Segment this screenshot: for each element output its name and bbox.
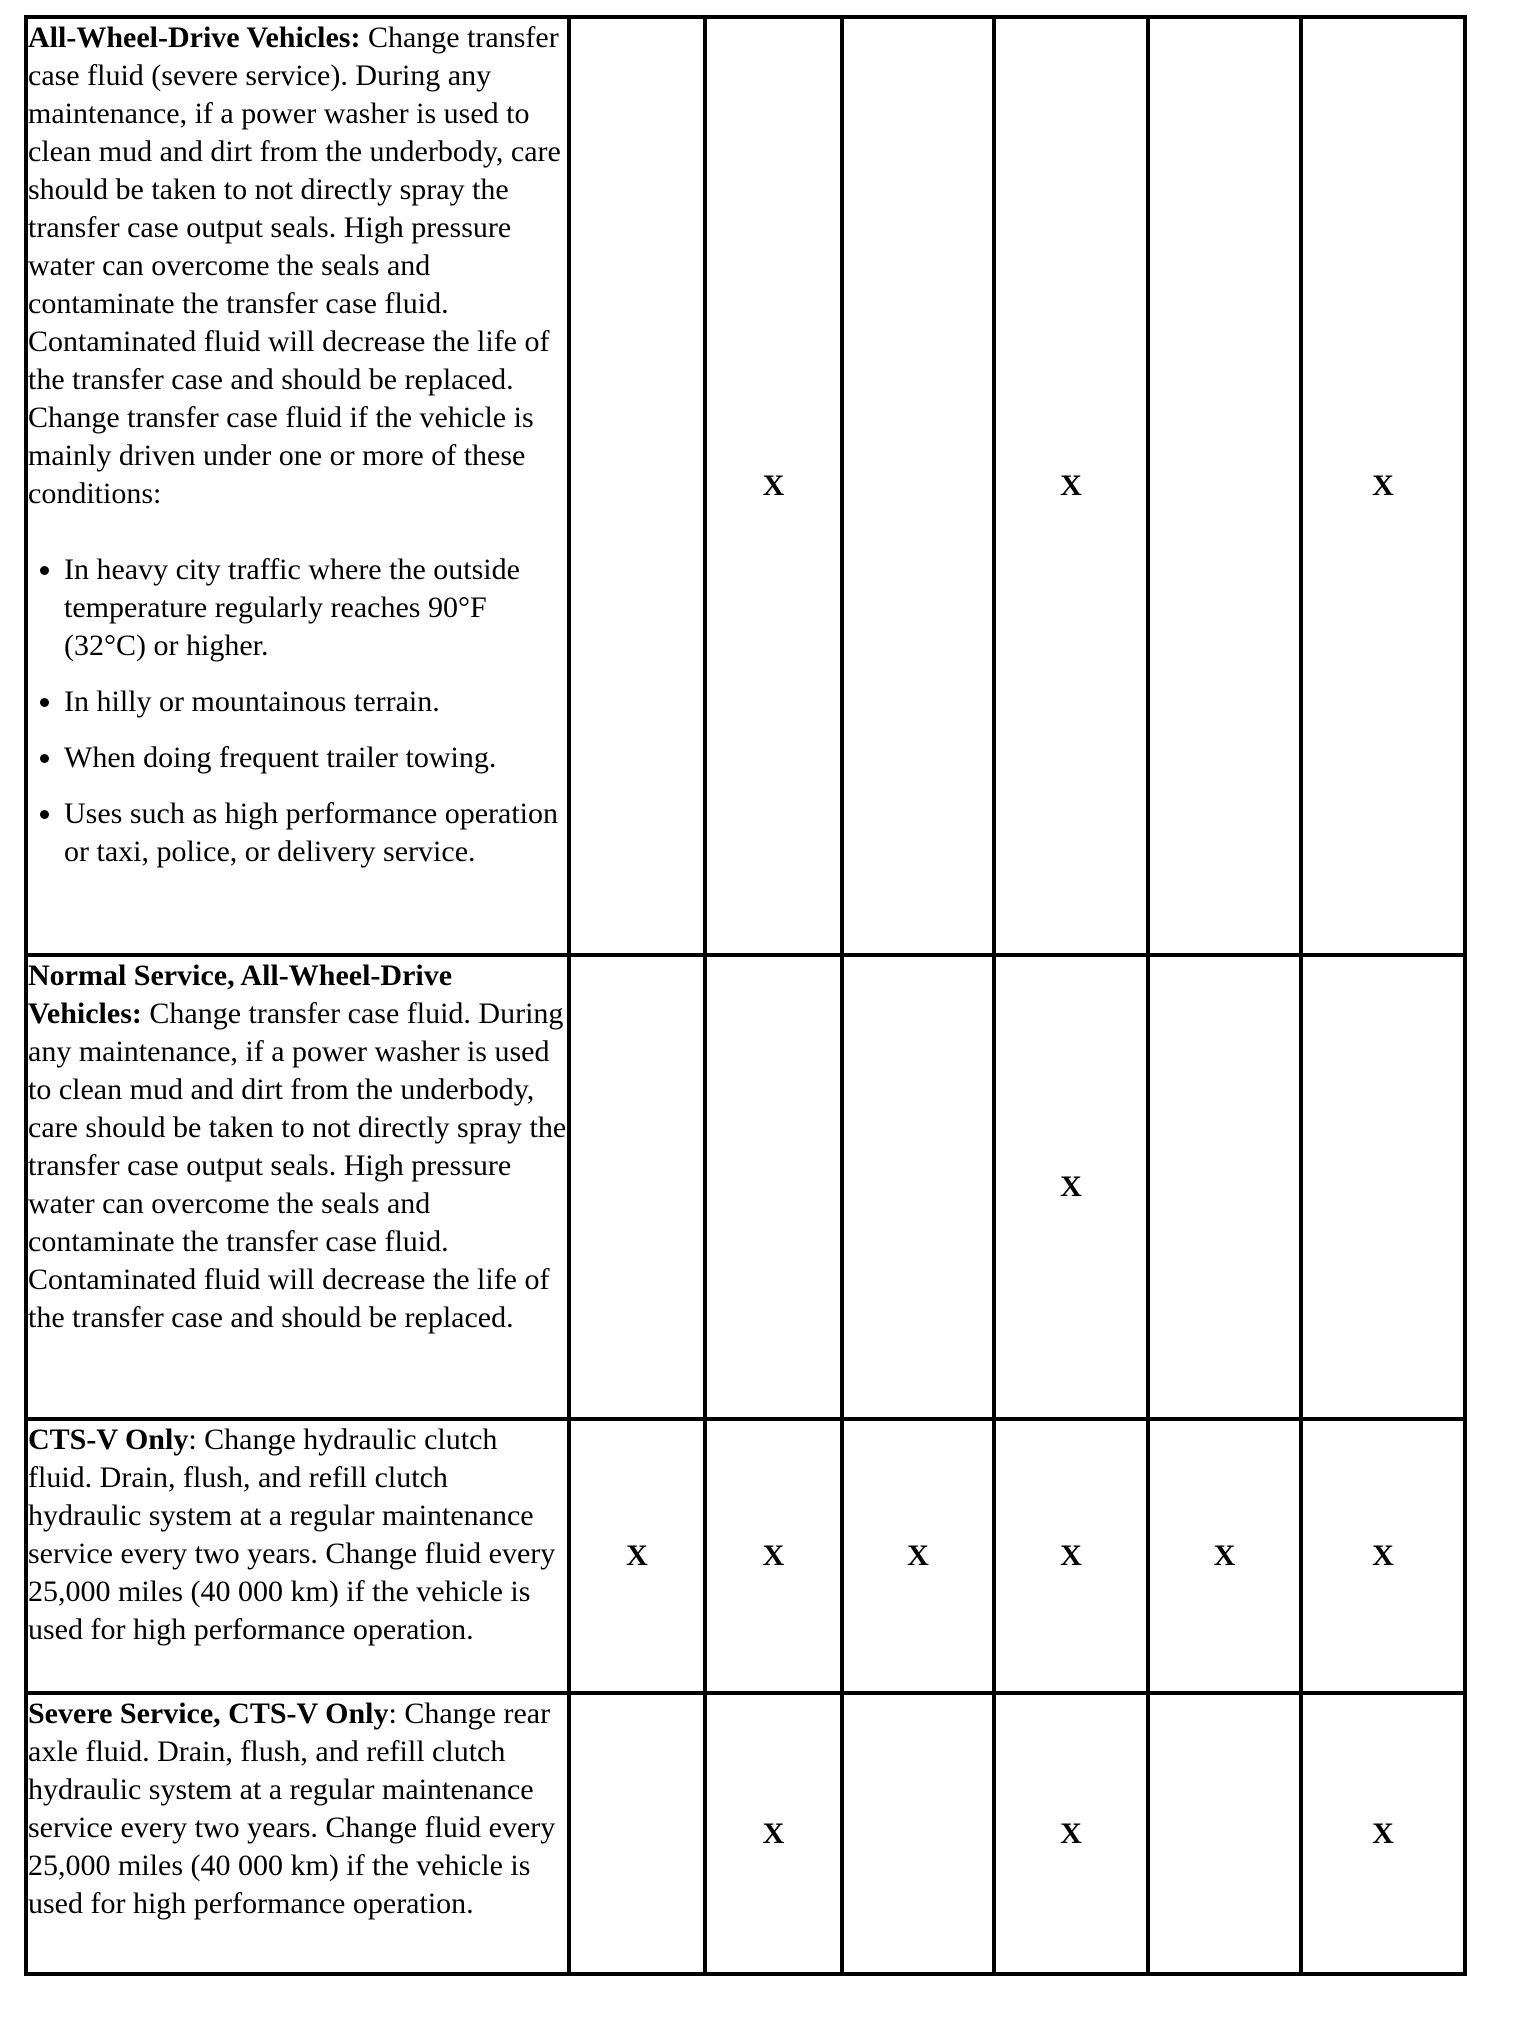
interval-mark: X [994, 17, 1148, 955]
interval-mark [1148, 955, 1301, 1419]
service-text: Change transfer case fluid. During any maintenance, if a power washer is used to clean mud and dirt from the underbody, care should be taken to not directly spray the transfer case output seals. High pressure water can overcome the seals and contaminate the transfer case fluid. Contaminated fluid will decrease the life of the transfer case and should be replaced. [28, 997, 567, 1334]
interval-mark [705, 955, 842, 1419]
service-lead: CTS-V Only [28, 1423, 189, 1456]
service-lead: Normal Service, All-Wheel-Drive Vehicles: [28, 959, 453, 1030]
interval-mark [1148, 1693, 1301, 1974]
interval-mark [569, 955, 705, 1419]
table-row [26, 1693, 1465, 1974]
interval-mark [842, 955, 994, 1419]
interval-mark [842, 17, 994, 955]
interval-mark: X [705, 1693, 842, 1974]
service-text: : Change hydraulic clutch fluid. Drain, flush, and refill clutch hydraulic system at a regular maintenance service every two years. Change fluid every 25,000 miles (40 000 km) if the vehicle is used for high performance operation. [28, 1423, 556, 1646]
interval-mark: X [994, 955, 1148, 1419]
table-row [26, 17, 1465, 955]
interval-mark: X [569, 1419, 705, 1693]
interval-mark: X [994, 1693, 1148, 1974]
service-text: Change transfer case fluid (severe service). During any maintenance, if a power washer is used to clean mud and dirt from the underbody, care should be taken to not directly spray the transfer case output seals. High pressure water can overcome the seals and contaminate the transfer case fluid. Contaminated fluid will decrease the life of the transfer case and should be replaced. Change transfer case fluid if the vehicle is mainly driven under one or more of these conditions: [28, 21, 561, 510]
condition-list [28, 551, 567, 871]
service-description [26, 1419, 569, 1693]
table-row [26, 955, 1465, 1419]
table-row [26, 1419, 1465, 1693]
interval-mark: X [842, 1419, 994, 1693]
list-item: • When doing frequent trailer towing. [64, 739, 567, 777]
maintenance-schedule-table [24, 15, 1467, 1976]
service-text: : Change rear axle fluid. Drain, flush, and refill clutch hydraulic system at a regular maintenance service every two years. Change fluid every 25,000 miles (40 000 km) if the vehicle is used for high performance operation. [28, 1697, 556, 1920]
interval-mark: X [1301, 1419, 1465, 1693]
interval-mark [1301, 955, 1465, 1419]
list-item: • In hilly or mountainous terrain. [64, 683, 567, 721]
interval-mark: X [705, 1419, 842, 1693]
interval-mark [842, 1693, 994, 1974]
interval-mark: X [994, 1419, 1148, 1693]
list-item: • Uses such as high performance operation or taxi, police, or delivery service. [64, 795, 567, 871]
interval-mark: X [1301, 1693, 1465, 1974]
interval-mark: X [1301, 17, 1465, 955]
list-item: • In heavy city traffic where the outside temperature regularly reaches 90°F (32°C) or higher. [64, 551, 567, 665]
service-lead: Severe Service, CTS-V Only [28, 1697, 389, 1730]
interval-mark [569, 17, 705, 955]
interval-mark: X [705, 17, 842, 955]
interval-mark [569, 1693, 705, 1974]
interval-mark [1148, 17, 1301, 955]
service-description [26, 17, 569, 955]
service-lead: All-Wheel-Drive Vehicles: [28, 21, 361, 54]
service-description [26, 1693, 569, 1974]
service-description [26, 955, 569, 1419]
interval-mark: X [1148, 1419, 1301, 1693]
